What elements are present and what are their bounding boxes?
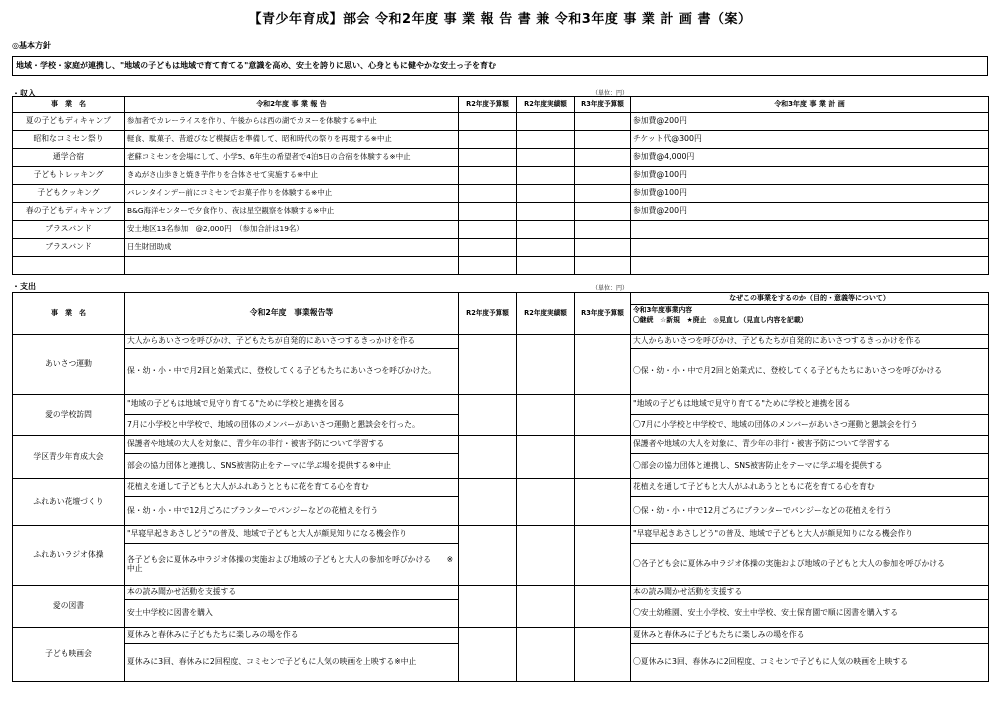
table-row <box>13 436 989 454</box>
table-row <box>13 203 989 221</box>
expense-row-plan-bottom: 〇夏休みに3回、春休みに2回程度、コミセンで子どもに人気の映画を上映する <box>631 644 989 682</box>
expense-row-name: 学区青少年育成大会 <box>13 436 125 479</box>
income-row-report: B&G海洋センターで夕食作り、夜は星空観察を体験する※中止 <box>125 203 459 221</box>
expense-row-plan-bottom: 〇7月に小学校と中学校で、地域の団体のメンバーがあいさつ運動と懇談会を行う <box>631 415 989 436</box>
income-row-name: 春の子どもディキャンプ <box>13 203 125 221</box>
expense-label: ・支出 <box>12 282 36 291</box>
income-row-name: 通学合宿 <box>13 149 125 167</box>
income-row-name <box>13 257 125 275</box>
income-row-r3-budget <box>575 221 631 239</box>
expense-row-r2-actual <box>517 335 575 395</box>
income-row-report: きぬがさ山歩きと焼き芋作りを合体させて実施する※中止 <box>125 167 459 185</box>
expense-header-legend: 〇継続 ☆新規 ★廃止 ◎見直し（見直し内容を記載） <box>633 315 808 324</box>
income-header-plan: 令和3年度 事 業 計 画 <box>631 97 989 113</box>
expense-row-r3-budget <box>575 436 631 479</box>
income-header-row <box>13 97 989 113</box>
table-row <box>13 149 989 167</box>
expense-row-r3-budget <box>575 586 631 628</box>
income-row-report: 軽食、駄菓子、昔遊びなど模擬店を準備して、昭和時代の祭りを再現する※中止 <box>125 131 459 149</box>
expense-row-report-top: 夏休みと春休みに子どもたちに楽しみの場を作る <box>125 628 459 644</box>
table-row <box>13 395 989 415</box>
income-row-r2-budget <box>459 185 517 203</box>
income-row-plan: 参加費@100円 <box>631 167 989 185</box>
income-table <box>12 96 989 275</box>
expense-row-report-top: 保護者や地域の大人を対象に、青少年の非行・被害予防について学習する <box>125 436 459 454</box>
expense-row-r2-actual <box>517 628 575 682</box>
income-row-plan <box>631 221 989 239</box>
income-row-plan: 参加費@4,000円 <box>631 149 989 167</box>
income-header-r3-budget: R3年度予算額 <box>575 97 631 113</box>
expense-row-r3-budget <box>575 526 631 586</box>
income-row-r2-actual <box>517 257 575 275</box>
income-row-r3-budget <box>575 131 631 149</box>
expense-row-r2-budget <box>459 479 517 526</box>
income-row-r2-actual <box>517 113 575 131</box>
expense-table <box>12 292 989 682</box>
table-row <box>13 239 989 257</box>
expense-row-report-bottom: 安土中学校に図書を購入 <box>125 600 459 628</box>
expense-row-name: ふれあいラジオ体操 <box>13 526 125 586</box>
expense-row-r3-budget <box>575 335 631 395</box>
income-row-report: バレンタインデー前にコミセンでお菓子作りを体験する※中止 <box>125 185 459 203</box>
expense-row-r2-budget <box>459 395 517 436</box>
expense-row-report-bottom: 保・幼・小・中で12月ごろにプランターでパンジーなどの花植えを行う <box>125 497 459 526</box>
expense-row-r2-budget <box>459 335 517 395</box>
table-row <box>13 335 989 349</box>
table-row <box>13 586 989 600</box>
income-row-plan: チケット代@300円 <box>631 131 989 149</box>
table-row <box>13 113 989 131</box>
income-row-r3-budget <box>575 203 631 221</box>
expense-row-r2-actual <box>517 479 575 526</box>
expense-row-plan-bottom: 〇部会の協力団体と連携し、SNS被害防止をテーマに学ぶ場を提供する <box>631 454 989 479</box>
expense-header-why: なぜこの事業をするのか（目的・意義等について） <box>631 293 989 305</box>
expense-row-report-top: "地域の子どもは地域で見守り育てる"ために学校と連携を図る <box>125 395 459 415</box>
expense-header-name: 事 業 名 <box>13 293 125 335</box>
income-row-plan: 参加費@200円 <box>631 203 989 221</box>
income-row-r3-budget <box>575 185 631 203</box>
basic-policy-text: 地域・学校・家庭が連携し、"地域の子どもは地域で育て育てる"意識を高め、安土を誇りに思い、心身ともに健やかな安土っ子を育む <box>12 56 988 76</box>
income-row-r2-budget <box>459 239 517 257</box>
income-row-report: 安土地区13名参加 @2,000円 （参加合計は19名） <box>125 221 459 239</box>
table-row <box>13 167 989 185</box>
expense-row-r2-actual <box>517 395 575 436</box>
expense-row-r3-budget <box>575 479 631 526</box>
expense-header-plan-cell <box>631 305 989 335</box>
income-row-r2-actual <box>517 149 575 167</box>
expense-row-plan-bottom: 〇安土幼稚園、安土小学校、安土中学校、安土保育園で順に図書を購入する <box>631 600 989 628</box>
expense-row-plan-top: 大人からあいさつを呼びかけ、子どもたちが自発的にあいさつするきっかけを作る <box>631 335 989 349</box>
expense-row-plan-bottom: 〇保・幼・小・中で月2回と始業式に、登校してくる子どもたちにあいさつを呼びかける <box>631 349 989 395</box>
expense-header-r3-budget: R3年度予算額 <box>575 293 631 335</box>
income-row-r2-budget <box>459 149 517 167</box>
expense-row-plan-top: 保護者や地域の大人を対象に、青少年の非行・被害予防について学習する <box>631 436 989 454</box>
income-header-r2-actual: R2年度実績額 <box>517 97 575 113</box>
expense-row-r2-actual <box>517 586 575 628</box>
expense-row-plan-top: 夏休みと春休みに子どもたちに楽しみの場を作る <box>631 628 989 644</box>
table-row <box>13 185 989 203</box>
expense-row-plan-bottom: 〇保・幼・小・中で12月ごろにプランターでパンジーなどの花植えを行う <box>631 497 989 526</box>
income-header-name: 事 業 名 <box>13 97 125 113</box>
income-row-r2-actual <box>517 131 575 149</box>
income-row-r3-budget <box>575 239 631 257</box>
income-row-report: 日生財団助成 <box>125 239 459 257</box>
expense-row-name: 愛の図書 <box>13 586 125 628</box>
income-row-r3-budget <box>575 113 631 131</box>
income-row-name: 昭和なコミセン祭り <box>13 131 125 149</box>
expense-row-plan-top: 花植えを通して子どもと大人がふれあうとともに花を育てる心を育む <box>631 479 989 497</box>
table-row <box>13 479 989 497</box>
expense-row-name: 愛の学校訪問 <box>13 395 125 436</box>
expense-row-r2-budget <box>459 628 517 682</box>
table-row <box>13 628 989 644</box>
expense-row-name: あいさつ運動 <box>13 335 125 395</box>
basic-policy-label: ◎基本方針 <box>12 41 51 50</box>
expense-row-r2-actual <box>517 526 575 586</box>
expense-row-plan-top: 本の読み聞かせ活動を支援する <box>631 586 989 600</box>
expense-row-report-bottom: 部会の協力団体と連携し、SNS被害防止をテーマに学ぶ場を提供する※中止 <box>125 454 459 479</box>
income-row-report <box>125 257 459 275</box>
expense-row-report-bottom: 7月に小学校と中学校で、地域の団体のメンバーがあいさつ運動と懇談会を行った。 <box>125 415 459 436</box>
expense-header-r2-budget: R2年度予算額 <box>459 293 517 335</box>
expense-unit: （単位：円） <box>592 285 629 292</box>
income-row-name: 夏の子どもディキャンプ <box>13 113 125 131</box>
income-row-name: 子どもクッキング <box>13 185 125 203</box>
income-header-report: 令和2年度 事 業 報 告 <box>125 97 459 113</box>
expense-row-report-top: "早寝早起きあさしどう"の普及、地域で子どもと大人が顔見知りになる機会作り <box>125 526 459 544</box>
income-row-plan <box>631 257 989 275</box>
expense-row-report-top: 花植えを通して子どもと大人がふれあうとともに花を育てる心を育む <box>125 479 459 497</box>
income-row-r3-budget <box>575 257 631 275</box>
expense-row-name: 子ども映画会 <box>13 628 125 682</box>
expense-row-r3-budget <box>575 395 631 436</box>
income-row-r2-budget <box>459 257 517 275</box>
income-row-name: 子どもトレッキング <box>13 167 125 185</box>
income-row-r2-budget <box>459 167 517 185</box>
expense-row-r3-budget <box>575 628 631 682</box>
income-row-r2-budget <box>459 203 517 221</box>
income-row-report: 参加者でカレーライスを作り、午後からは西の湖でカヌーを体験する※中止 <box>125 113 459 131</box>
income-row-r2-actual <box>517 185 575 203</box>
expense-header-plan-title: 令和3年度事業内容 <box>633 306 693 314</box>
table-row <box>13 221 989 239</box>
income-row-r2-budget <box>459 113 517 131</box>
income-row-r3-budget <box>575 149 631 167</box>
expense-row-r2-budget <box>459 526 517 586</box>
expense-row-name: ふれあい花壇づくり <box>13 479 125 526</box>
expense-header-r2-actual: R2年度実績額 <box>517 293 575 335</box>
expense-row-report-bottom: 各子ども会に夏休み中ラジオ体操の実施および地域の子どもと大人の参加を呼びかける ※中止 <box>125 544 459 586</box>
income-label: ・収入 <box>12 89 36 98</box>
expense-row-report-top: 大人からあいさつを呼びかけ、子どもたちが自発的にあいさつするきっかけを作る <box>125 335 459 349</box>
income-row-r2-actual <box>517 167 575 185</box>
expense-row-r2-budget <box>459 586 517 628</box>
income-row-plan <box>631 239 989 257</box>
expense-header-row <box>13 293 989 305</box>
income-row-r2-actual <box>517 221 575 239</box>
income-row-name: ブラスバンド <box>13 221 125 239</box>
expense-row-report-bottom: 保・幼・小・中で月2回と始業式に、登校してくる子どもたちにあいさつを呼びかけた。 <box>125 349 459 395</box>
income-row-r2-actual <box>517 203 575 221</box>
document-title: 【青少年育成】部会 令和2年度 事 業 報 告 書 兼 令和3年度 事 業 計 画 書（案） <box>248 12 752 27</box>
expense-row-report-top: 本の読み聞かせ活動を支援する <box>125 586 459 600</box>
table-row <box>13 526 989 544</box>
expense-row-plan-top: "地域の子どもは地域で見守り育てる"ために学校と連携を図る <box>631 395 989 415</box>
income-row-plan: 参加費@200円 <box>631 113 989 131</box>
income-row-r2-budget <box>459 131 517 149</box>
income-row-name: ブラスバンド <box>13 239 125 257</box>
income-header-r2-budget: R2年度予算額 <box>459 97 517 113</box>
table-row <box>13 131 989 149</box>
expense-row-r2-actual <box>517 436 575 479</box>
expense-row-r2-budget <box>459 436 517 479</box>
income-row-report: 老蘇コミセンを会場にして、小学5、6年生の希望者で4泊5日の合宿を体験する※中止 <box>125 149 459 167</box>
income-row-plan: 参加費@100円 <box>631 185 989 203</box>
income-row-r3-budget <box>575 167 631 185</box>
income-row-r2-actual <box>517 239 575 257</box>
table-row <box>13 257 989 275</box>
income-unit: （単位：円） <box>592 90 629 97</box>
expense-row-report-bottom: 夏休みに3回、春休みに2回程度、コミセンで子どもに人気の映画を上映する※中止 <box>125 644 459 682</box>
expense-row-plan-top: "早寝早起きあさしどう"の普及、地域で子どもと大人が顔見知りになる機会作り <box>631 526 989 544</box>
expense-row-plan-bottom: 〇各子ども会に夏休み中ラジオ体操の実施および地域の子どもと大人の参加を呼びかける <box>631 544 989 586</box>
income-row-r2-budget <box>459 221 517 239</box>
expense-header-report: 令和2年度 事業報告等 <box>125 293 459 335</box>
